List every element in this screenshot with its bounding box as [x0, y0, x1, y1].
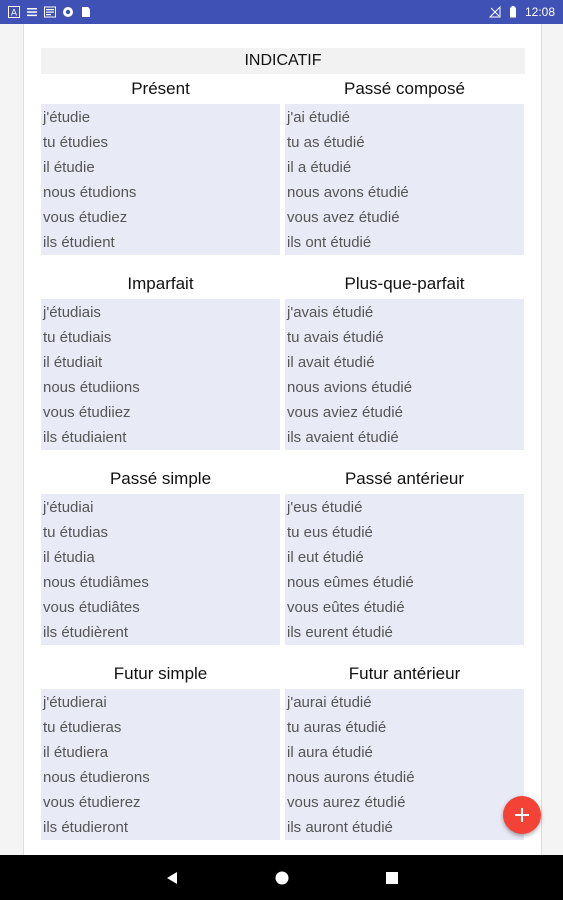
conjugation-form: nous eûmes étudié: [287, 574, 414, 591]
a-notification-icon: [8, 6, 20, 18]
conjugation-form: nous étudions: [43, 184, 137, 201]
home-icon: [274, 870, 290, 886]
clock: 12:08: [524, 5, 555, 19]
conjugation-form: il eut étudié: [287, 549, 364, 566]
conjugation-form: ils avaient étudié: [287, 429, 399, 446]
conjugation-list: [41, 689, 280, 840]
plus-icon: [514, 807, 530, 823]
conjugation-form: j'étudie: [43, 109, 91, 126]
navigation-bar: [0, 855, 563, 900]
conjugation-form: nous étudiâmes: [43, 574, 149, 591]
conjugation-form: ils étudiaient: [43, 429, 127, 446]
status-right-icons: [489, 5, 555, 19]
no-signal-icon: [489, 6, 501, 18]
conjugation-form: il étudiera: [43, 744, 109, 761]
conjugation-content[interactable]: [23, 24, 542, 855]
news-notification-icon: [44, 6, 56, 18]
conjugation-form: il aura étudié: [287, 744, 373, 761]
conjugation-list: [41, 494, 280, 645]
tense-name: Futur simple: [113, 664, 208, 683]
conjugation-form: tu étudieras: [43, 719, 122, 736]
sync-icon: [62, 6, 74, 18]
tense-name: Imparfait: [127, 274, 194, 293]
tense-name: Passé composé: [344, 79, 465, 98]
conjugation-form: ils eurent étudié: [287, 624, 393, 641]
conjugation-form: j'étudiai: [43, 499, 94, 516]
tense-block: [285, 74, 524, 255]
conjugation-list: [41, 299, 280, 450]
conjugation-form: j'ai étudié: [287, 109, 350, 126]
tense-block: [41, 74, 280, 255]
conjugation-form: j'avais étudié: [287, 304, 374, 321]
svg-text:A: A: [10, 8, 18, 18]
conjugation-form: j'étudierai: [43, 694, 107, 711]
conjugation-form: ils étudieront: [43, 819, 129, 836]
status-left-icons: [8, 6, 92, 18]
conjugation-form: tu eus étudié: [287, 524, 373, 541]
conjugation-form: nous étudierons: [43, 769, 150, 786]
tense-block: [285, 269, 524, 450]
tense-block: [285, 464, 524, 645]
tense-name: Futur antérieur: [348, 664, 461, 683]
conjugation-list: [285, 689, 524, 840]
add-button[interactable]: [503, 796, 541, 834]
recents-button[interactable]: [382, 868, 402, 888]
tense-block: [41, 659, 280, 840]
conjugation-form: tu étudiais: [43, 329, 112, 346]
conjugation-form: il étudia: [43, 549, 95, 566]
conjugation-form: vous étudiâtes: [43, 599, 140, 616]
conjugation-form: tu auras étudié: [287, 719, 387, 736]
tense-block: [41, 464, 280, 645]
conjugation-list: [285, 104, 524, 255]
conjugation-form: tu avais étudié: [287, 329, 384, 346]
conjugation-form: nous étudiions: [43, 379, 140, 396]
conjugation-form: ils étudient: [43, 234, 115, 251]
tense-name: Passé antérieur: [344, 469, 465, 488]
conjugation-list: [285, 494, 524, 645]
conjugation-form: tu étudias: [43, 524, 109, 541]
conjugation-form: nous avons étudié: [287, 184, 409, 201]
conjugation-form: il avait étudié: [287, 354, 375, 371]
conjugation-form: tu as étudié: [287, 134, 365, 151]
conjugation-form: tu étudies: [43, 134, 109, 151]
back-icon: [164, 870, 180, 886]
conjugation-form: ils étudièrent: [43, 624, 129, 641]
conjugation-list: [41, 104, 280, 255]
tense-name: Présent: [131, 79, 190, 98]
conjugation-list: [285, 299, 524, 450]
conjugation-form: j'eus étudié: [287, 499, 363, 516]
conjugation-form: j'étudiais: [43, 304, 101, 321]
section-title: INDICATIF: [41, 48, 525, 74]
conjugation-form: il étudie: [43, 159, 95, 176]
file-icon: [80, 6, 92, 18]
conjugation-form: vous étudiiez: [43, 404, 131, 421]
conjugation-form: vous étudiez: [43, 209, 128, 226]
conjugation-form: j'aurai étudié: [287, 694, 372, 711]
recents-icon: [384, 870, 400, 886]
conjugation-form: vous avez étudié: [287, 209, 400, 226]
conjugation-form: ils auront étudié: [287, 819, 393, 836]
conjugation-form: il a étudié: [287, 159, 352, 176]
conjugation-form: nous avions étudié: [287, 379, 413, 396]
conjugation-form: vous étudierez: [43, 794, 141, 811]
conjugation-form: vous eûtes étudié: [287, 599, 405, 616]
tense-name: Plus-que-parfait: [344, 274, 465, 293]
conjugation-form: ils ont étudié: [287, 234, 372, 251]
home-button[interactable]: [272, 868, 292, 888]
conjugation-form: vous aurez étudié: [287, 794, 406, 811]
status-bar: [0, 0, 563, 24]
back-button[interactable]: [162, 868, 182, 888]
tense-block: [41, 269, 280, 450]
conjugation-form: nous aurons étudié: [287, 769, 415, 786]
tense-name: Passé simple: [109, 469, 212, 488]
list-notification-icon: [26, 6, 38, 18]
tense-block: [285, 659, 524, 840]
conjugation-form: vous aviez étudié: [287, 404, 403, 421]
conjugation-form: il étudiait: [43, 354, 103, 371]
battery-icon: [507, 6, 519, 18]
